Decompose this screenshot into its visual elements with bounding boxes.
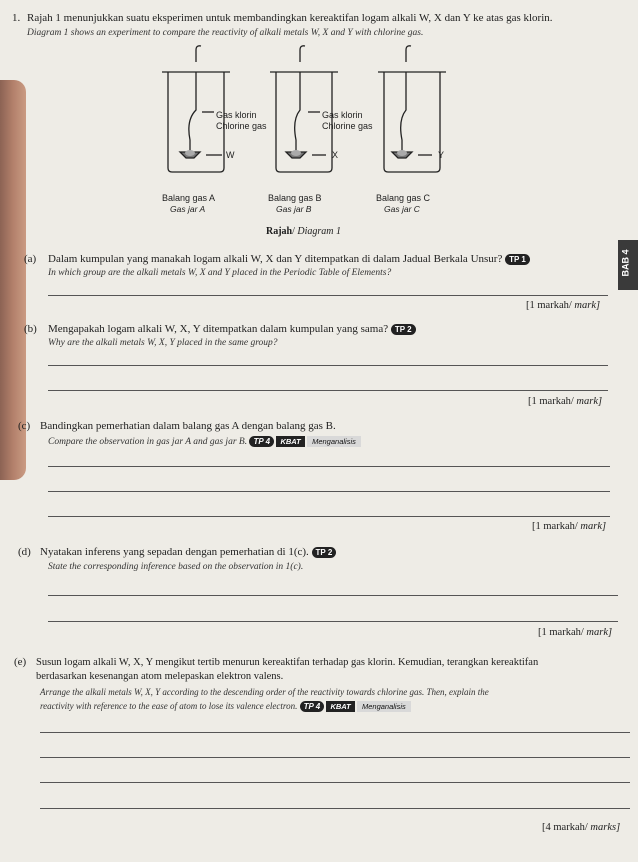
jar-a-label-ms: Balang gas A: [162, 193, 216, 203]
part-e-question-en-2: [40, 700, 411, 712]
part-a-label: (a): [24, 253, 37, 265]
tp-badge: TP 4: [249, 436, 274, 447]
part-d-text-en: State the corresponding inference based on the observation in 1(c).: [48, 562, 304, 572]
chapter-tab-label: BAB 4: [620, 249, 631, 277]
gas-jar-c: [384, 72, 440, 172]
part-d-question: [40, 546, 336, 559]
jar-a-label-en: Gas jar A: [170, 204, 206, 214]
question-number: 1.: [12, 12, 21, 24]
part-b-marks: [1 markah/ mark]: [528, 396, 603, 407]
part-a-marks: [1 markah/ mark]: [526, 300, 601, 311]
part-e-marks: [4 markah/ marks]: [542, 822, 621, 833]
part-e-text-ms-1: Susun logam alkali W, X, Y mengikut tertib menurun kereaktifan terhadap gas klorin. Kemudian, terangkan kereaktifan: [36, 657, 539, 668]
answer-line: [48, 466, 610, 467]
caption-ms: Rajah: [266, 226, 293, 237]
answer-line: [48, 390, 608, 391]
jar-b-label-en: Gas jar B: [276, 204, 312, 214]
answer-line: [48, 516, 610, 517]
caption-en: Diagram 1: [297, 226, 342, 237]
jar-b-gas-label-ms: Gas klorin: [322, 110, 363, 120]
answer-line: [40, 732, 630, 733]
skill-tag: Menganalisis: [307, 436, 361, 447]
intro-text-en: Diagram 1 shows an experiment to compare the reactivity of alkali metals W, X and Y with chlorine gas.: [27, 28, 424, 38]
jar-b-label-ms: Balang gas B: [268, 193, 322, 203]
metal-w-label: W: [226, 150, 235, 160]
kbat-badge: KBAT: [276, 436, 304, 447]
diagram-caption: Rajah/ Diagram 1: [266, 226, 342, 237]
part-a-text-ms: Dalam kumpulan yang manakah logam alkali W, X dan Y ditempatkan di dalam Jadual Berkala Unsur?: [48, 253, 503, 265]
jar-a-gas-label-ms: Gas klorin: [216, 110, 257, 120]
chapter-side-tab: [618, 240, 638, 290]
tp-badge: TP 2: [312, 547, 337, 558]
part-d-label: (d): [18, 546, 31, 558]
metal-y-label: Y: [438, 150, 445, 160]
answer-line: [48, 365, 608, 366]
gas-jar-diagram: [150, 40, 480, 190]
part-c-question-en: [48, 436, 361, 448]
part-c-text-en: Compare the observation in gas jar A and gas jar B.: [48, 437, 248, 447]
part-e-text-en-2: reactivity with reference to the ease of atom to lose its valence electron.: [40, 701, 298, 711]
tp-badge: TP 2: [391, 324, 416, 335]
tp-badge: TP 4: [300, 701, 325, 712]
part-b-label: (b): [24, 323, 37, 335]
answer-line: [48, 295, 608, 296]
jar-a-gas-label-en: Chlorine gas: [216, 121, 267, 131]
part-d-text-ms: Nyatakan inferens yang sepadan dengan pemerhatian di 1(c).: [40, 546, 309, 558]
answer-line: [48, 595, 618, 596]
kbat-badge: KBAT: [326, 701, 354, 712]
metal-x-label: X: [332, 150, 339, 160]
part-b-text-ms: Mengapakah logam alkali W, X, Y ditempatkan dalam kumpulan yang sama?: [48, 323, 389, 335]
answer-line: [40, 808, 630, 809]
part-b-question: [48, 323, 416, 336]
tp-badge: TP 1: [505, 254, 530, 265]
answer-line: [40, 757, 630, 758]
skill-tag: Menganalisis: [357, 701, 411, 712]
part-a-question: [48, 253, 530, 266]
answer-line: [48, 491, 610, 492]
answer-line: [48, 621, 618, 622]
part-a-text-en: In which group are the alkali metals W, X and Y placed in the Periodic Table of Elements?: [48, 268, 392, 278]
part-c-text-ms: Bandingkan pemerhatian dalam balang gas A dengan balang gas B.: [40, 420, 336, 432]
part-e-text-en-1: Arrange the alkali metals W, X, Y according to the descending order of the reactivity towards chlorine gas. Then, explain the: [40, 687, 489, 697]
part-e-text-ms-2: berdasarkan kesenangan atom melepaskan elektron valens.: [36, 671, 284, 682]
part-c-marks: [1 markah/ mark]: [532, 521, 607, 532]
part-b-text-en: Why are the alkali metals W, X, Y placed in the same group?: [48, 338, 278, 348]
part-d-marks: [1 markah/ mark]: [538, 627, 613, 638]
part-c-label: (c): [18, 420, 31, 432]
jar-c-label-en: Gas jar C: [384, 204, 420, 214]
intro-text-ms: Rajah 1 menunjukkan suatu eksperimen untuk membandingkan kereaktifan logam alkali W, X dan Y ke atas gas klorin.: [27, 12, 553, 24]
answer-line: [40, 782, 630, 783]
part-e-label: (e): [14, 656, 27, 668]
jar-b-gas-label-en: Chlorine gas: [322, 121, 373, 131]
jar-c-label-ms: Balang gas C: [376, 193, 431, 203]
